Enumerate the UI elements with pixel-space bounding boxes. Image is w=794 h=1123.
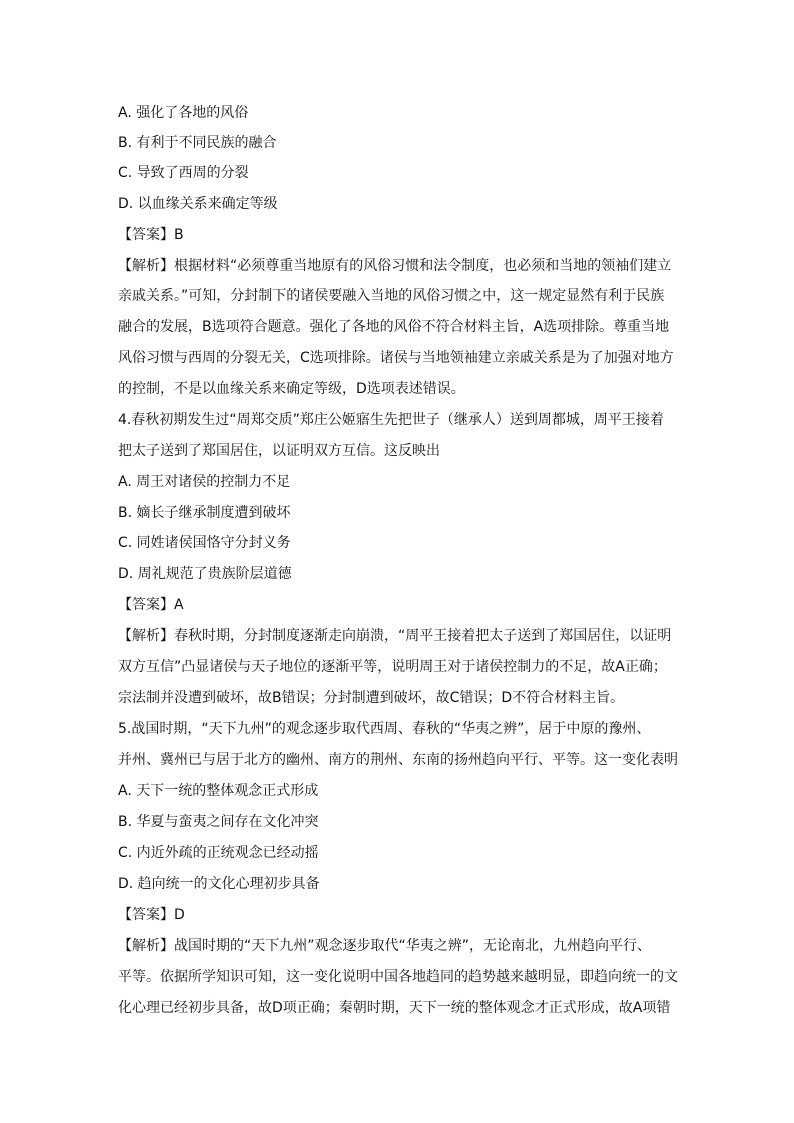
q5-answer: 【答案】D [118,907,185,923]
q3-analysis-line: 融合的发展，B选项符合题意。强化了各地的风俗不符合材料主旨，A选项排除。尊重当地 [118,319,670,335]
q4-option-c: C. 同姓诸侯国恪守分封义务 [118,535,291,551]
q3-option-a: A. 强化了各地的风俗 [118,105,249,121]
q4-option-b: B. 嫡长子继承制度遭到破坏 [118,505,291,521]
q5-analysis-line: 化心理已经初步具备，故D项正确；秦朝时期，天下一统的整体观念才正式形成，故A项错 [118,1000,671,1016]
q3-option-d: D. 以血缘关系来确定等级 [118,196,278,212]
q3-analysis-line: 亲戚关系。”可知，分封制下的诸侯要融入当地的风俗习惯之中，这一规定显然有利于民族 [118,288,665,304]
q4-stem-line: 4.春秋初期发生过“周郑交质”郑庄公姬寤生先把世子（继承人）送到周都城，周平王接着 [118,412,664,428]
q3-option-c: C. 导致了西周的分裂 [118,165,249,181]
q5-stem-line: 并州、冀州已与居于北方的幽州、南方的荆州、东南的扬州趋向平行、平等。这一变化表明 [118,752,678,768]
q5-option-c: C. 内近外疏的正统观念已经动摇 [118,845,319,861]
q4-option-d: D. 周礼规范了贵族阶层道德 [118,566,292,582]
q5-analysis-line: 平等。依据所学知识可知，这一变化说明中国各地趋同的趋势越来越明显，即趋向统一的文 [118,969,678,985]
q4-analysis-line: 【解析】春秋时期，分封制度逐渐走向崩溃，“周平王接着把太子送到了郑国居住，以证明 [118,628,672,644]
q4-analysis-line: 双方互信”凸显诸侯与天子地位的逐渐平等，说明周王对于诸侯控制力的不足，故A正确； [118,659,667,675]
q5-option-a: A. 天下一统的整体观念正式形成 [118,783,319,799]
q5-option-b: B. 华夏与蛮夷之间存在文化冲突 [118,814,319,830]
q3-option-b: B. 有利于不同民族的融合 [118,135,277,151]
q4-analysis-line: 宗法制并没遭到破坏，故B错误；分封制遭到破坏，故C错误；D不符合材料主旨。 [118,690,625,706]
q5-option-d: D. 趋向统一的文化心理初步具备 [118,876,320,892]
q4-stem-line: 把太子送到了郑国居住，以证明双方互信。这反映出 [118,443,440,459]
q4-answer: 【答案】A [118,597,184,613]
q3-analysis-line: 风俗习惯与西周的分裂无关，C选项排除。诸侯与当地领袖建立亲戚关系是为了加强对地方 [118,350,674,366]
q3-answer: 【答案】B [118,227,184,243]
q3-analysis-line: 【解析】根据材料“必须尊重当地原有的风俗习惯和法令制度，也必须和当地的领袖们建立 [118,258,672,274]
q4-option-a: A. 周王对诸侯的控制力不足 [118,474,291,490]
q3-analysis-line: 的控制，不是以血缘关系来确定等级，D选项表述错误。 [118,381,465,397]
q5-analysis-line: 【解析】战国时期的“天下九州”观念逐步取代“华夷之辨”，无论南北，九州趋向平行、 [118,938,652,954]
q5-stem-line: 5.战国时期，“天下九州”的观念逐步取代西周、春秋的“华夷之辨”，居于中原的豫州、 [118,721,651,737]
